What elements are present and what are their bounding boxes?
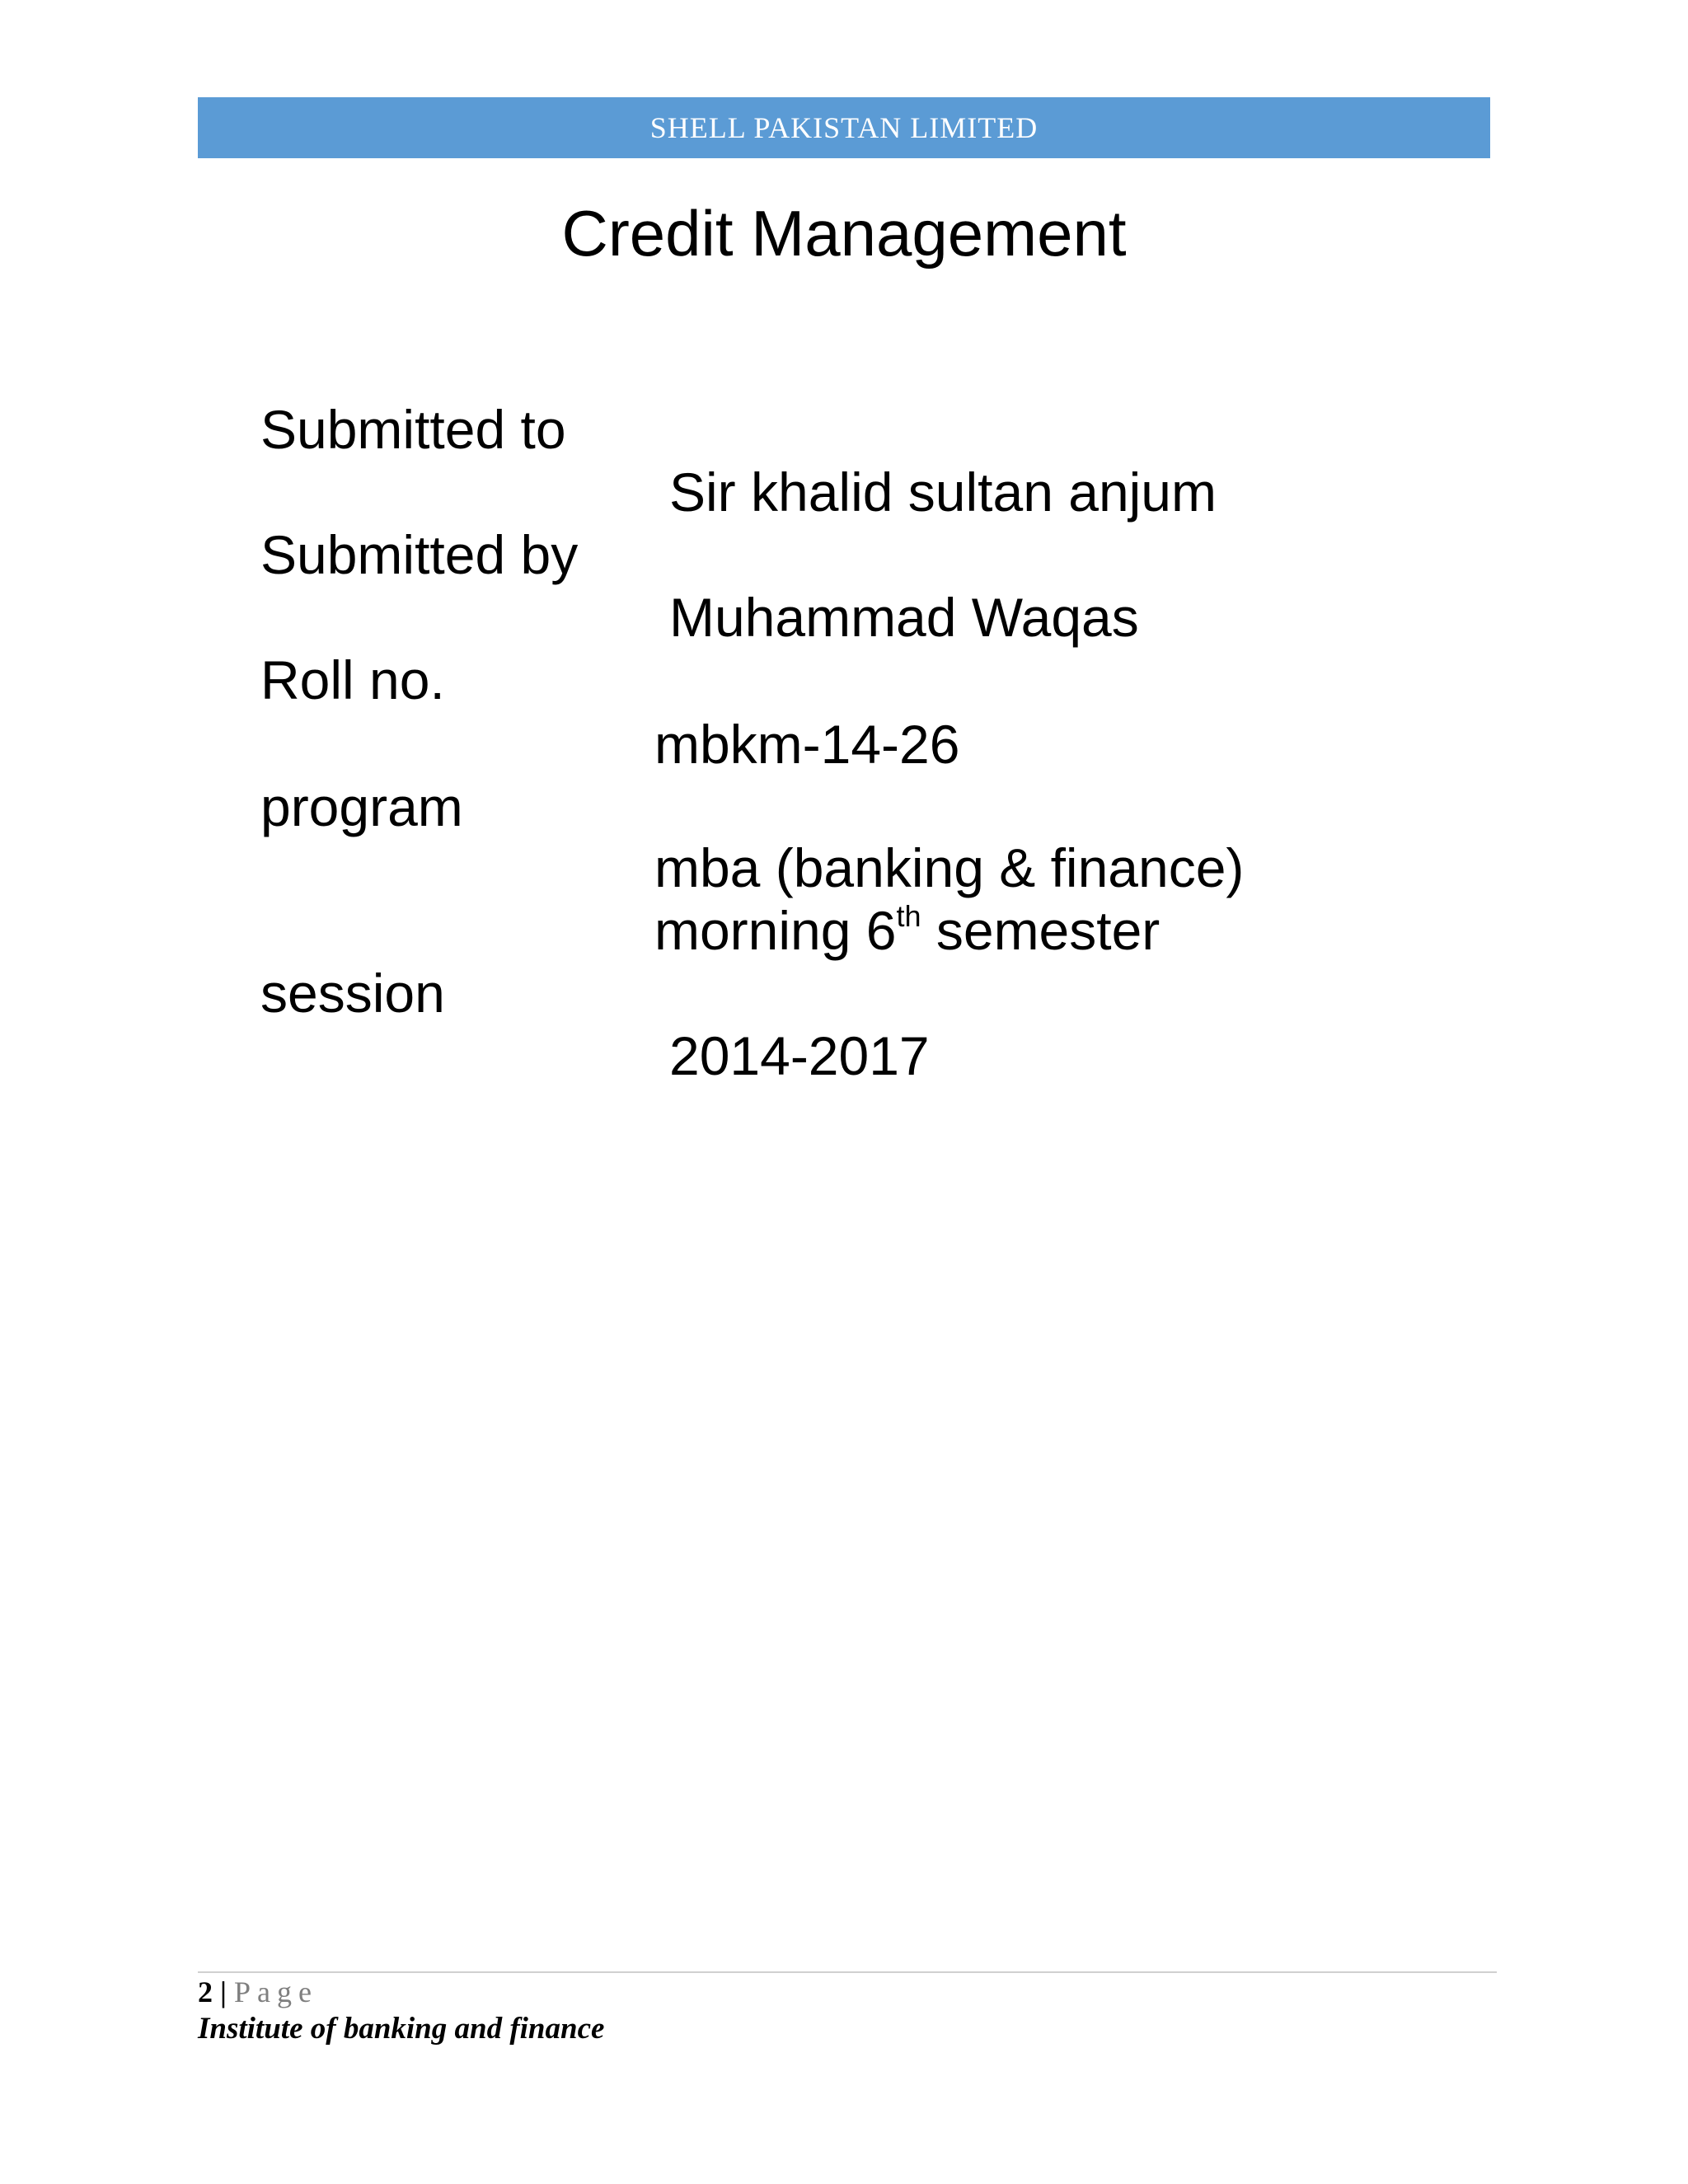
document-title: Credit Management xyxy=(561,197,1127,269)
submitted-by-value: Muhammad Waqas xyxy=(669,587,1139,648)
header-band xyxy=(198,97,1490,158)
semester-suffix: semester xyxy=(921,900,1160,961)
submitted-to-label: Submitted to xyxy=(260,399,566,460)
session-value: 2014-2017 xyxy=(669,1025,930,1086)
header-company-name: SHELL PAKISTAN LIMITED xyxy=(649,111,1039,144)
submitted-to-value: Sir khalid sultan anjum xyxy=(669,462,1217,523)
program-label: program xyxy=(260,776,463,837)
footer-institute: Institute of banking and finance xyxy=(198,2012,605,2046)
footer-page-number xyxy=(198,1975,318,2009)
submitted-by-label: Submitted by xyxy=(260,524,579,585)
program-value: mba (banking & finance) xyxy=(654,837,1245,898)
roll-number-value: mbkm-14-26 xyxy=(654,714,960,775)
page-number: 2 xyxy=(198,1975,213,2008)
program-semester-value xyxy=(654,899,1160,961)
semester-ordinal-suffix: th xyxy=(896,899,921,933)
footer-divider xyxy=(198,1971,1497,1973)
roll-number-label: Roll no. xyxy=(260,649,445,710)
session-label: session xyxy=(260,963,445,1024)
semester-prefix: morning 6 xyxy=(654,900,897,961)
page-word: Page xyxy=(233,1975,318,2008)
page-separator: | xyxy=(220,1975,227,2008)
